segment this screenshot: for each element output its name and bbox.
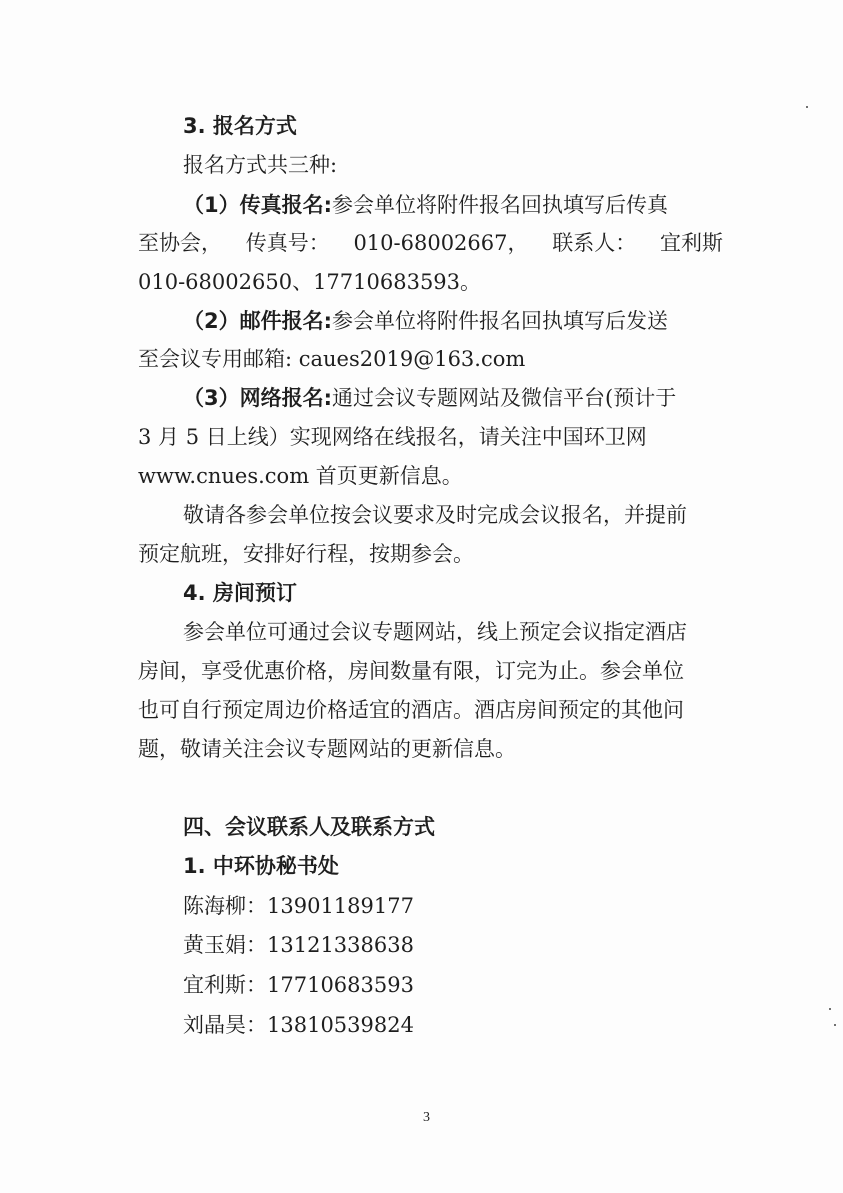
fax-contact-name: 宜利斯 [659, 231, 723, 255]
email-text: 参会单位将附件报名回执填写后发送 [332, 309, 669, 333]
fax-paragraph-line-1 [183, 190, 668, 220]
fax-paragraph-line-3: 010-68002650、17710683593。 [138, 270, 482, 294]
contact-name: 刘晶昊 [183, 1013, 246, 1037]
section-3-intro: 报名方式共三种: [183, 153, 338, 177]
room-paragraph-line: 题，敬请关注会议专题网站的更新信息。 [138, 737, 516, 761]
scan-speck [806, 106, 808, 108]
online-label: （3）网络报名: [183, 386, 333, 410]
section-3-heading: 3. 报名方式 [183, 114, 297, 138]
online-paragraph-line-2: 3 月 5 日上线）实现网络在线报名，请关注中国环卫网 [138, 425, 647, 449]
contacts-heading: 四、会议联系人及联系方式 [183, 815, 435, 839]
fax-text: 参会单位将附件报名回执填写后传真 [332, 193, 669, 217]
fax-paragraph-line-2 [138, 228, 723, 258]
fax-part: 联系人： [552, 231, 637, 255]
online-paragraph-line-3: www.cnues.com 首页更新信息。 [138, 464, 463, 488]
contact-name: 陈海柳 [183, 894, 246, 918]
scan-speck [829, 1008, 831, 1010]
contact-row: 宜利斯：17710683593 [183, 973, 414, 997]
contact-row: 陈海柳：13901189177 [183, 894, 414, 918]
contact-phone: 17710683593 [267, 973, 414, 997]
online-paragraph-line-1 [183, 383, 676, 413]
fax-label: （1）传真报名: [183, 193, 333, 217]
contact-row: 刘晶昊：13810539824 [183, 1013, 414, 1037]
room-paragraph-line: 参会单位可通过会议专题网站，线上预定会议指定酒店 [183, 620, 687, 644]
section-4-heading: 4. 房间预订 [183, 581, 297, 605]
reminder-line-2: 预定航班，安排好行程，按期参会。 [138, 542, 474, 566]
contact-phone: 13901189177 [267, 894, 414, 918]
scan-speck [834, 1024, 836, 1026]
contact-phone: 13810539824 [267, 1013, 414, 1037]
contact-name: 黄玉娟 [183, 933, 246, 957]
contact-phone: 13121338638 [267, 933, 414, 957]
contacts-subheading: 1. 中环协秘书处 [183, 854, 339, 878]
reminder-line-1: 敬请各参会单位按会议要求及时完成会议报名，并提前 [183, 503, 687, 527]
room-paragraph-line: 也可自行预定周边价格适宜的酒店。酒店房间预定的其他问 [138, 698, 684, 722]
room-paragraph-line: 房间，享受优惠价格，房间数量有限，订完为止。参会单位 [138, 659, 684, 683]
contact-row: 黄玉娟：13121338638 [183, 933, 414, 957]
fax-number: 010-68002667， [353, 231, 529, 255]
email-paragraph-line-1 [183, 306, 668, 336]
fax-part: 至协会， [138, 231, 222, 255]
email-label: （2）邮件报名: [183, 309, 333, 333]
contact-name: 宜利斯 [183, 973, 246, 997]
fax-part: 传真号： [245, 231, 330, 255]
page-number: 3 [423, 1110, 430, 1125]
email-paragraph-line-2: 至会议专用邮箱: caues2019@163.com [138, 347, 526, 371]
online-text: 通过会议专题网站及微信平台(预计于 [332, 386, 677, 410]
